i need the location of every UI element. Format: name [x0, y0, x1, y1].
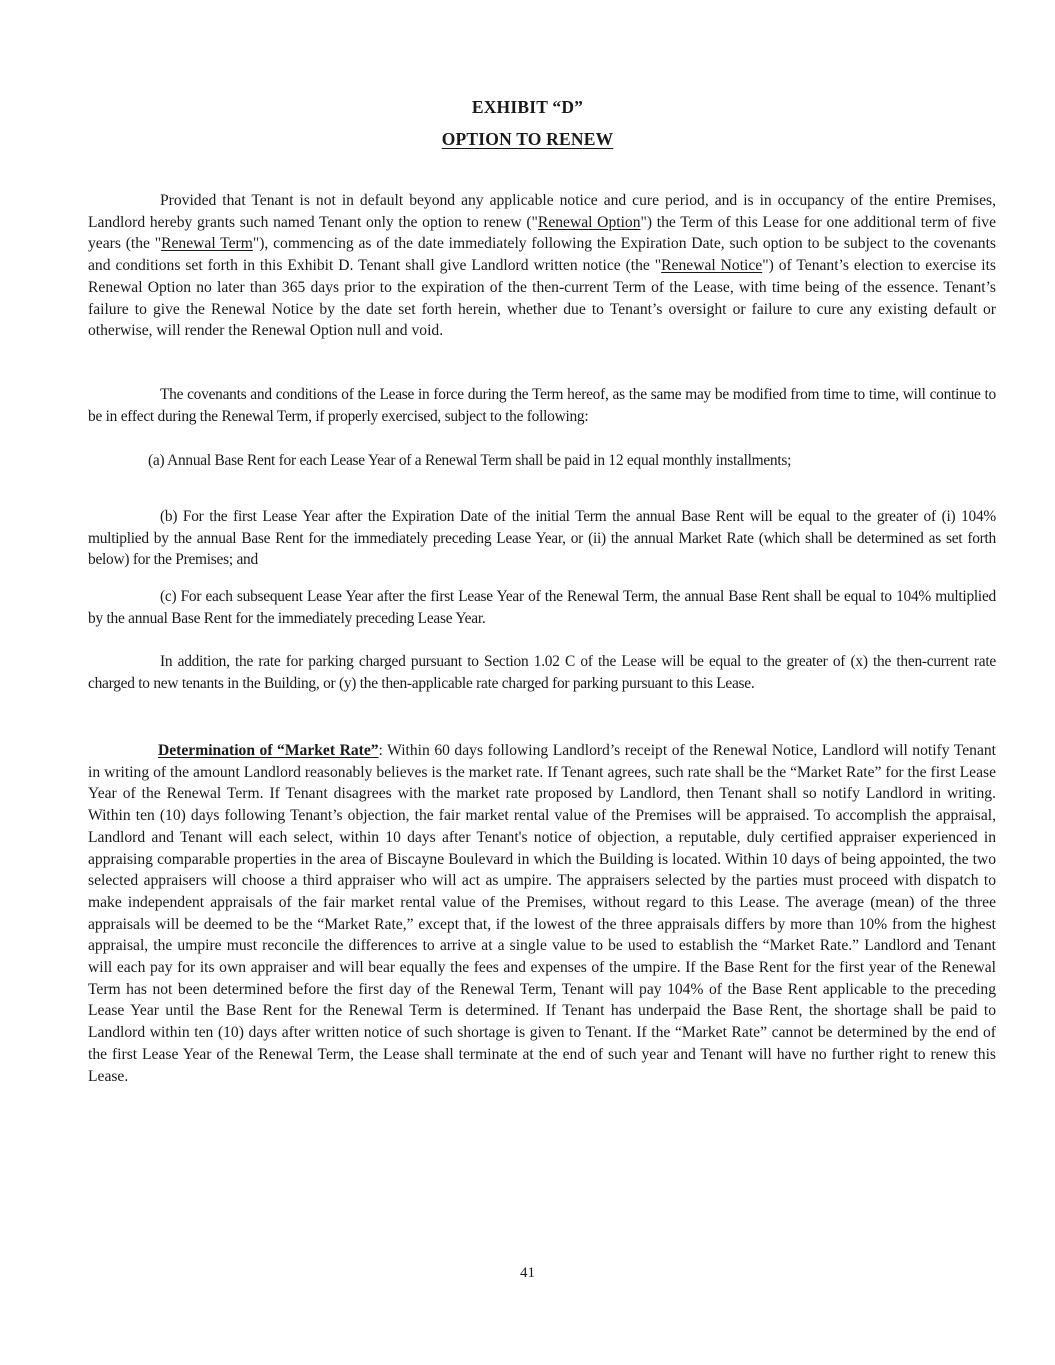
paragraph-renewal-option: [88, 190, 996, 342]
paragraph-covenants: [88, 384, 996, 427]
text-segment: In addition, the rate for parking charged pursuant to Section 1.02 C of the Lease will be equal to the greater of (x) the then-current rate charged to new tenants in the Building, or (y) the then-applicable rate charged for parking pursuant to this Lease.: [88, 653, 996, 692]
text-segment: (b) For the first Lease Year after the Expiration Date of the initial Term the annual Base Rent will be equal to the greater of (i) 104% multiplied by the annual Base Rent for the immediately preceding Lease Year, or (ii) the annual Market Rate (which shall be determined as set forth below) for the Premises; and: [88, 508, 996, 569]
text-segment: ") of Tenant’s election to exercise its Renewal Option no later than 365 days prior to the expiration of the then-current Term of the Lease, with time being of the essence. Tenant’s failure to give the Renewal Notice by the date set forth herein, whether due to Tenant’s oversight or failure to cure any existing default or otherwise, will render the Renewal Option null and void.: [88, 257, 996, 340]
market-rate-heading: Determination of “Market Rate”: [158, 742, 379, 759]
item-a: [88, 450, 996, 472]
exhibit-title: EXHIBIT “D”: [471, 97, 584, 117]
defined-term-renewal-notice: Renewal Notice: [661, 257, 763, 275]
item-b: [88, 506, 996, 571]
item-c: [88, 586, 996, 629]
defined-term-renewal-term: Renewal Term: [161, 235, 253, 253]
text-segment: (a) Annual Base Rent for each Lease Year of a Renewal Term shall be paid in 12 equal monthly installments;: [148, 452, 792, 469]
page-number: 41: [520, 1265, 535, 1281]
text-segment: The covenants and conditions of the Lease in force during the Term hereof, as the same may be modified from time to time, will continue to be in effect during the Renewal Term, if properly exercised, subject to the following:: [88, 386, 996, 425]
section-title-text: OPTION TO RENEW: [441, 129, 614, 149]
text-segment: Provided that Tenant is not in default beyond any applicable notice and cure period, and is in occupancy of the entire Premises, Landlord hereby grants such named Tenant only the option to renew (": [88, 192, 996, 231]
text-segment: ") the Term of this Lease for one additional term of five years (the ": [88, 213, 996, 253]
section-title: [0, 129, 1055, 150]
paragraph-market-rate: [88, 740, 996, 1087]
paragraph-parking: [88, 651, 996, 694]
defined-term-renewal-option: Renewal Option: [537, 213, 641, 231]
text-segment: (c) For each subsequent Lease Year after the first Lease Year of the Renewal Term, the annual Base Rent shall be equal to 104% multiplied by the annual Base Rent for the immediately preceding Lease Year.: [88, 588, 996, 627]
text-segment: "), commencing as of the date immediately following the Expiration Date, such option to be subject to the covenants and conditions set forth in this Exhibit D. Tenant shall give Landlord written notice (the ": [88, 235, 997, 275]
text-segment: : Within 60 days following Landlord’s receipt of the Renewal Notice, Landlord will notify Tenant in writing of the amount Landlord reasonably believes is the market rate. If Tenant agrees, such rate shall be the “Market Rate” for the first Lease Year of the Renewal Term. If Tenant disagrees with the market rate proposed by Landlord, then Tenant shall so notify Landlord in writing. Within ten (10) days following Tenant’s objection, the fair market rental value of the Premises will be appraised. To accomplish the appraisal, Landlord and Tenant will each select, within 10 days after Tenant's notice of objection, a reputable, duly certified appraiser experienced in appraising comparable properties in the area of Biscayne Boulevard in which the Building is located. Within 10 days of being appointed, the two selected appraisers will choose a third appraiser who will act as umpire. The appraisers selected by the parties must proceed with dispatch to make independent appraisals of the fair market rental value of the Premises, without regard to this Lease. The average (mean) of the three appraisals will be deemed to be the “Market Rate,” except that, if the lowest of the three appraisals differs by more than 10% from the highest appraisal, the umpire must reconcile the differences to arrive at a single value to be used to establish the “Market Rate.” Landlord and Tenant will each pay for its own appraiser and will bear equally the fees and expenses of the umpire. If the Base Rent for the first year of the Renewal Term has not been determined before the first day of the Renewal Term, Tenant will pay 104% of the Base Rent applicable to the preceding Lease Year until the Base Rent for the Renewal Term is determined. If Tenant has underpaid the Base Rent, the shortage shall be paid to Landlord within ten (10) days after written notice of such shortage is given to Tenant. If the “Market Rate” cannot be determined by the end of the first Lease Year of the Renewal Term, the Lease shall terminate at the end of such year and Tenant will have no further right to renew this Lease.: [88, 742, 996, 1085]
